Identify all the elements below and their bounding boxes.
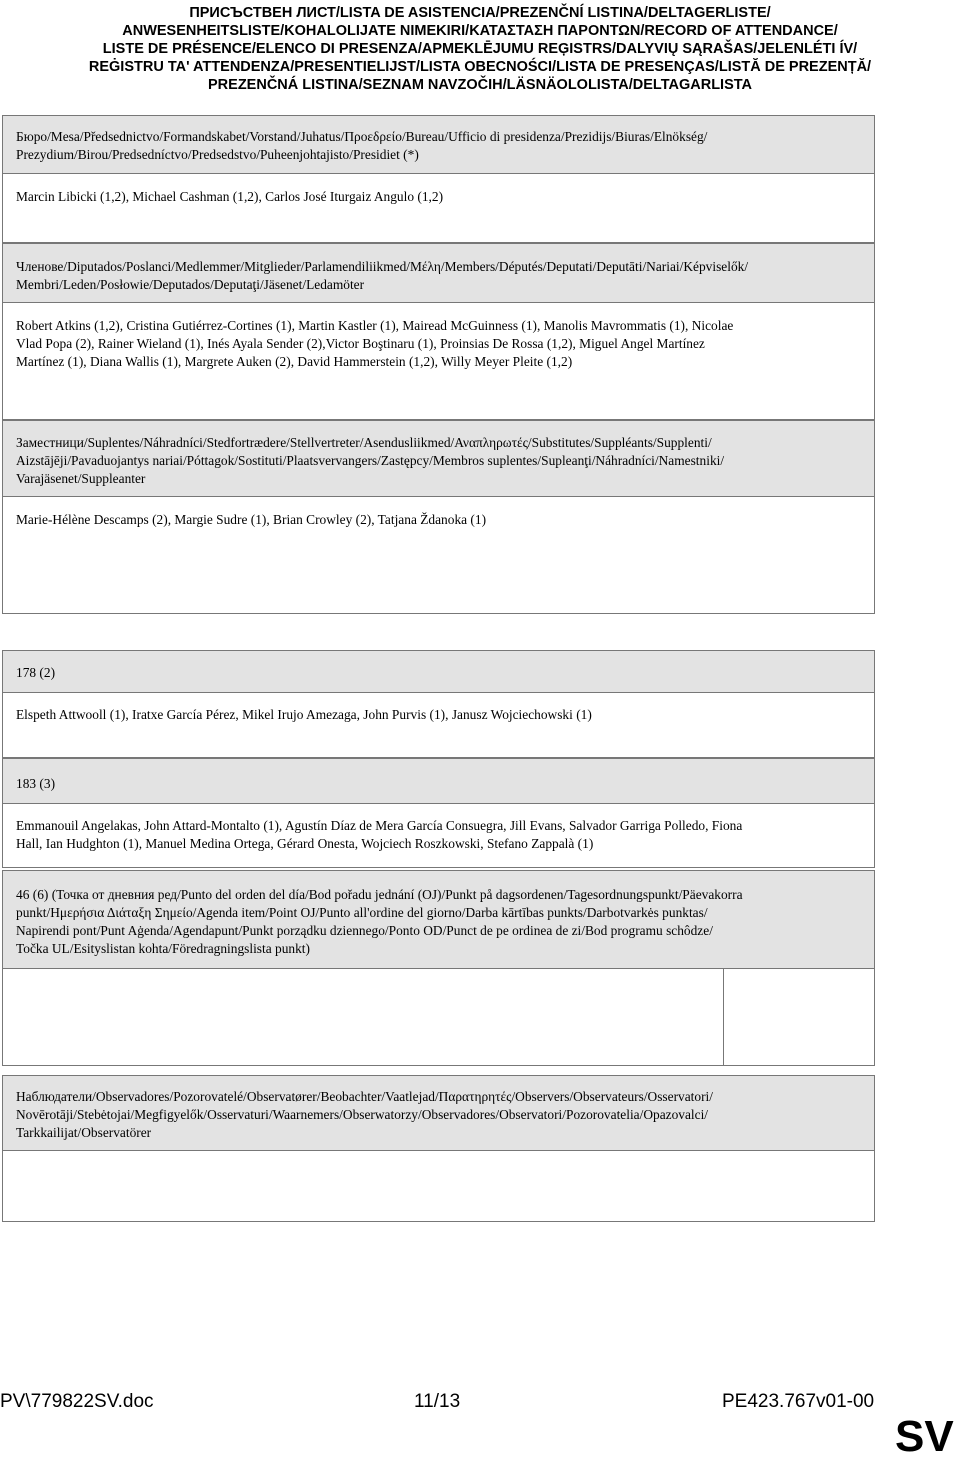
observers-heading: [16, 1088, 950, 1142]
title-line: ПРИСЪСТВЕН ЛИСТ/LISTA DE ASISTENCIA/PREZENČNÍ LISTINA/DELTAGERLISTE/: [189, 5, 771, 21]
title-line: REĠISTRU TA' ATTENDENZA/PRESENTIELIJST/LISTA OBECNOŚCI/LISTA DE PRESENÇAS/LISTĂ DE PREZENȚĂ/: [88, 59, 872, 75]
rule-183-heading: [16, 775, 950, 793]
page-number: 11/13: [414, 1391, 461, 1412]
heading-line: 178 (2): [16, 665, 56, 680]
rule-178-heading: [16, 664, 950, 682]
divider: [2, 302, 875, 303]
substitutes-heading: [16, 434, 950, 488]
members-names: [16, 317, 950, 371]
bureau-names: [16, 188, 950, 206]
heading-line: Aizstājēji/Pavaduojantys nariai/Póttagok/Sostituti/Plaatsvervangers/Zastępcy/Membros suplentes/Supleanţi/Náhradníci/Namestniki/: [16, 453, 725, 468]
heading-line: Заместници/Suplentes/Náhradníci/Stedfortrædere/Stellvertreter/Asendusliikmed/Αναπληρωτές/Substitutes/Suppléants/Supplenti/: [16, 435, 712, 450]
divider: [2, 496, 875, 497]
divider: [2, 692, 875, 693]
heading-line: 183 (3): [16, 776, 56, 791]
title-line: LISTE DE PRÉSENCE/ELENCO DI PRESENZA/APMEKLĒJUMU REĢISTRS/DALYVIŲ SĄRAŠAS/JELENLÉTI ÍV/: [102, 41, 858, 57]
names-line: Emmanouil Angelakas, John Attard-Montalto (1), Agustín Díaz de Mera García Consuegra, Jill Evans, Salvador Garriga Polledo, Fiona: [16, 818, 743, 833]
heading-line: Членове/Diputados/Poslanci/Medlemmer/Mitglieder/Parlamendiliikmed/Μέλη/Members/Députés/Deputati/Deputāti/Nariai/Képviselők/: [16, 259, 749, 274]
heading-line: Napirendi pont/Punt Aġenda/Agendapunt/Punkt porządku dziennego/Ponto OD/Punct de pe ordinea de zi/Bod programu schôdze/: [16, 923, 713, 938]
agenda-item-heading: [16, 886, 950, 958]
rule-178-names: [16, 706, 950, 724]
bureau-heading: [16, 128, 950, 164]
heading-line: Tarkkailijat/Observatörer: [16, 1125, 152, 1140]
pe-reference: PE423.767v01-00: [722, 1391, 875, 1412]
divider: [2, 803, 875, 804]
column-divider: [723, 968, 724, 1066]
heading-line: 46 (6) (Точка от дневния ред/Punto del orden del día/Bod pořadu jednání (OJ)/Punkt på dagsordenen/Tagesordnungspunkt/Päevakorra: [16, 887, 743, 902]
heading-line: Točka UL/Esityslistan kohta/Föredragningslista punkt): [16, 941, 310, 956]
names-line: Elspeth Attwooll (1), Iratxe García Pérez, Mikel Irujo Amezaga, John Purvis (1), Janusz Wojciechowski (1): [16, 707, 592, 722]
heading-line: Membri/Leden/Posłowie/Deputados/Deputaţi/Jäsenet/Ledamöter: [16, 277, 365, 292]
title-line: ANWESENHEITSLISTE/KOHALOLIJATE NIMEKIRI/ΚΑΤΑΣΤΑΣΗ ΠΑΡΟΝΤΩΝ/RECORD OF ATTENDANCE/: [122, 23, 838, 39]
names-line: Robert Atkins (1,2), Cristina Gutiérrez-Cortines (1), Martin Kastler (1), Mairead McGuinness (1), Manolis Mavrommatis (1), Nicolae: [16, 318, 734, 333]
language-code: SV: [895, 1412, 954, 1461]
document-reference: PV\779822SV.doc: [0, 1391, 154, 1412]
divider: [2, 173, 875, 174]
names-line: Marcin Libicki (1,2), Michael Cashman (1,2), Carlos José Iturgaiz Angulo (1,2): [16, 189, 444, 204]
divider: [2, 968, 875, 969]
heading-line: Наблюдатели/Observadores/Pozorovatelé/Observatører/Beobachter/Vaatlejad/Παρατηρητές/Observers/Observateurs/Osservatori/: [16, 1089, 713, 1104]
heading-line: punkt/Ημερήσια Διάταξη Σημείο/Agenda item/Point OJ/Punto all'ordine del giorno/Darba kārtības punkts/Darbotvarkės punktas/: [16, 905, 708, 920]
divider: [2, 1150, 875, 1151]
document-title: [0, 4, 960, 94]
heading-line: Бюро/Mesa/Předsednictvo/Formandskabet/Vorstand/Juhatus/Προεδρείο/Bureau/Ufficio di presidenza/Prezidijs/Biuras/Elnökség/: [16, 129, 708, 144]
names-line: Martínez (1), Diana Wallis (1), Margrete Auken (2), David Hammerstein (1,2), Willy Meyer Pleite (1,2): [16, 354, 573, 369]
names-line: Marie-Hélène Descamps (2), Margie Sudre (1), Brian Crowley (2), Tatjana Ždanoka (1): [16, 512, 487, 527]
rule-183-names: [16, 817, 950, 853]
heading-line: Novērotāji/Stebėtojai/Megfigyelők/Osservaturi/Waarnemers/Obserwatorzy/Observadores/Observatori/Pozorovatelia/Opazovalci/: [16, 1107, 709, 1122]
names-line: Hall, Ian Hudghton (1), Manuel Medina Ortega, Gérard Onesta, Wojciech Roszkowski, Stefano Zappalà (1): [16, 836, 594, 851]
substitutes-names: [16, 511, 950, 529]
heading-line: Prezydium/Birou/Predsedníctvo/Predsedstvo/Puheenjohtajisto/Presidiet (*): [16, 147, 419, 162]
heading-line: Varajäsenet/Suppleanter: [16, 471, 146, 486]
members-heading: [16, 258, 950, 294]
title-line: PREZENČNÁ LISTINA/SEZNAM NAVZOČIH/LÄSNÄOLOLISTA/DELTAGARLISTA: [208, 77, 752, 93]
names-line: Vlad Popa (2), Rainer Wieland (1), Inés Ayala Sender (2),Victor Boştinaru (1), Proinsias De Rossa (1,2), Miguel Angel Martínez: [16, 336, 705, 351]
